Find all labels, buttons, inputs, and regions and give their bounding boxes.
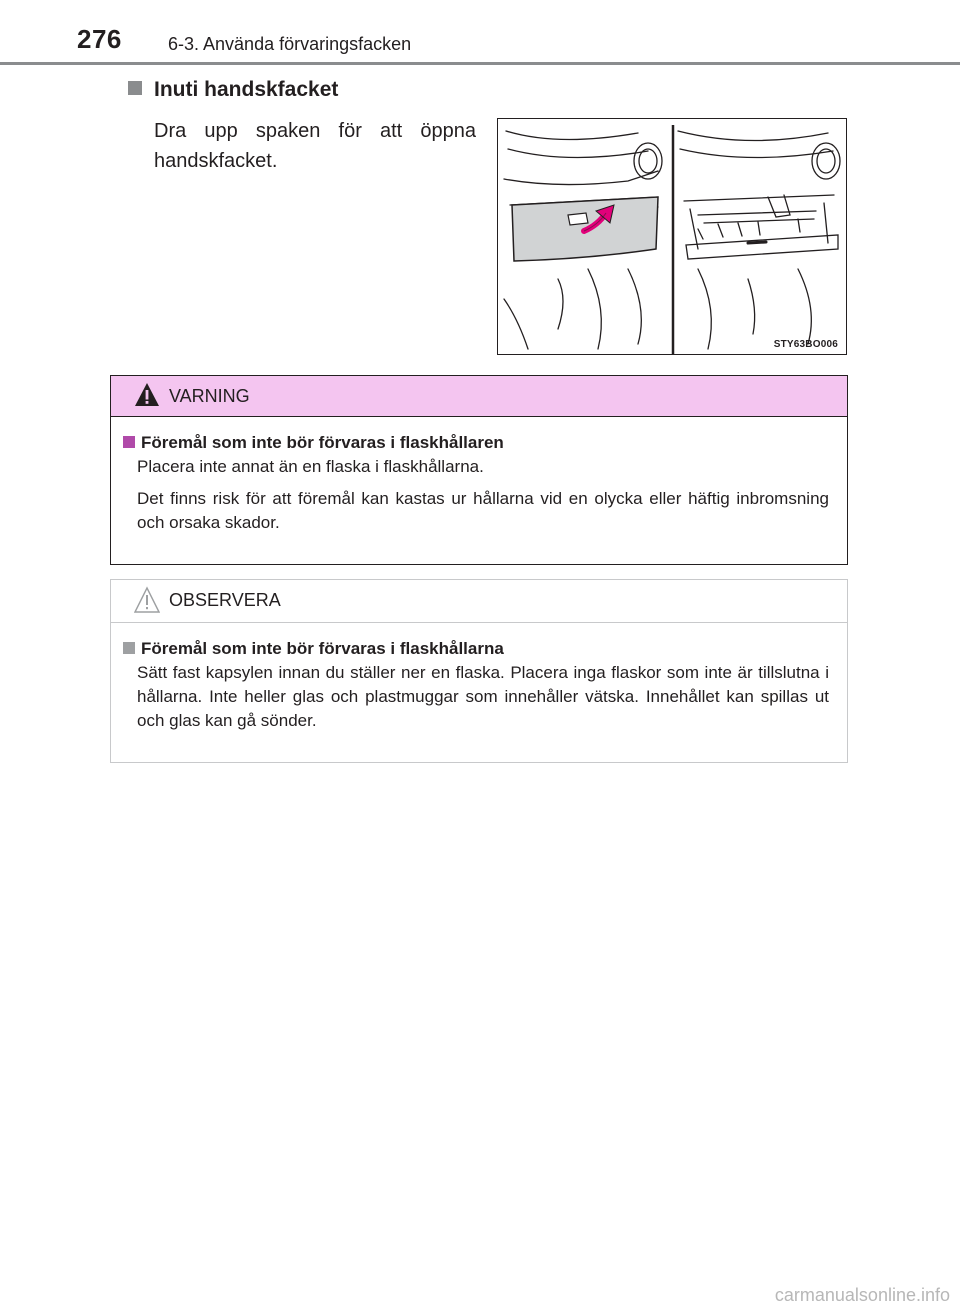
section-body-text: Dra upp spaken för att öppna handskfacket. — [154, 120, 476, 172]
warning-paragraph: Det finns risk för att föremål kan kastas ur hållarna vid en olycka eller häftig inbromsning och orsaka skador. — [137, 489, 829, 532]
chapter-title: 6-3. Använda förvaringsfacken — [168, 34, 412, 54]
caution-triangle-icon — [134, 586, 160, 614]
page-number: 276 — [77, 24, 122, 54]
warning-body — [111, 417, 847, 535]
caution-paragraph: Sätt fast kapsylen innan du ställer ner en flaska. Placera inga flaskor som inte är tillslutna i hållarna. Inte heller glas och plastmuggar som innehåller vätska. Innehållet kan spillas ut och glas kan gå sönder. — [137, 663, 829, 730]
warning-paragraph: Placera inte annat än en flaska i flaskhållarna. — [137, 457, 484, 476]
section-heading — [128, 78, 338, 102]
figure-code: STY63BO006 — [773, 339, 838, 350]
square-bullet-icon — [123, 642, 135, 654]
warning-header — [111, 376, 847, 417]
caution-header — [111, 580, 847, 623]
warning-item-title-text: Föremål som inte bör förvaras i flaskhållaren — [141, 433, 504, 452]
square-bullet-icon — [123, 436, 135, 448]
header-divider — [0, 62, 960, 65]
warning-triangle-icon — [134, 382, 160, 408]
footer-watermark: carmanualsonline.info — [774, 1285, 950, 1305]
warning-label: VARNING — [169, 386, 250, 406]
caution-box — [110, 579, 848, 763]
warning-box — [110, 375, 848, 565]
caution-body — [111, 623, 847, 733]
section-heading-text: Inuti handskfacket — [154, 78, 339, 101]
page-header — [0, 0, 960, 66]
glovebox-illustration — [497, 118, 847, 355]
caution-item-title-text: Föremål som inte bör förvaras i flaskhållarna — [141, 639, 504, 658]
square-bullet-icon — [128, 81, 142, 95]
caution-label: OBSERVERA — [169, 590, 281, 610]
warning-item-title — [123, 431, 829, 455]
caution-item-title — [123, 637, 829, 661]
glovebox-drawing — [498, 119, 847, 355]
